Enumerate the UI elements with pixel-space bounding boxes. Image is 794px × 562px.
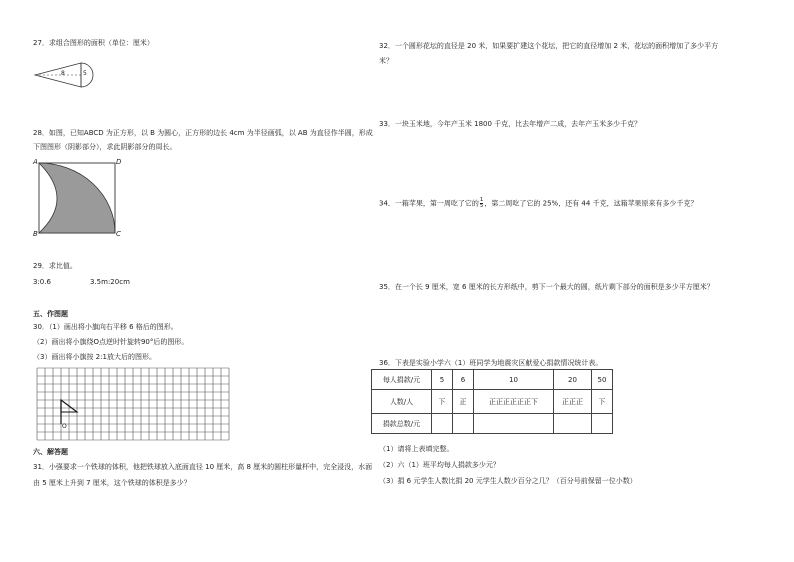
q29-ratio-a: 3:0.6 bbox=[33, 278, 51, 286]
question-35: 35．在一个长 9 厘米，宽 6 厘米的长方形纸中，剪下一个最大的圆，纸片剩下部分的面积是多少平方厘米？ bbox=[379, 283, 714, 291]
question-36: 36．下表是实验小学六（1）班同学为地震灾区献爱心捐款情况统计表。 bbox=[379, 359, 603, 367]
question-30: 30．（1）画出将小旗向右平移 6 格后的图形。 bbox=[33, 323, 178, 331]
table-row bbox=[372, 414, 613, 434]
table-cell: 20 bbox=[554, 370, 592, 390]
q27-length-label: 8 bbox=[61, 70, 65, 77]
section-6-heading: 六、解答题 bbox=[33, 448, 68, 456]
question-29: 29．求比值。 bbox=[33, 262, 77, 270]
table-cell: 6 bbox=[453, 370, 474, 390]
table-cell: 5 bbox=[432, 370, 453, 390]
figure-q27-cone bbox=[33, 59, 103, 93]
table-cell: 10 bbox=[474, 370, 554, 390]
question-33: 33．一块玉米地，今年产玉米 1800 千克，比去年增产二成，去年产玉米多少千克？ bbox=[379, 120, 642, 128]
table-cell: 下 bbox=[592, 390, 613, 414]
grid-point-O: O bbox=[62, 423, 67, 430]
question-30-3: （3）画出将小旗按 2:1放大后的图形。 bbox=[33, 353, 156, 361]
table-cell: 50 bbox=[592, 370, 613, 390]
figure-q28-square bbox=[35, 159, 125, 235]
label-A: A bbox=[33, 158, 38, 166]
label-B: B bbox=[33, 230, 38, 238]
question-30-2: （2）画出将小旗绕O点逆时针旋转90°后的图形。 bbox=[33, 338, 189, 346]
section-5-heading: 五、作图题 bbox=[33, 310, 68, 318]
q27-radius-label: 5 bbox=[83, 70, 87, 77]
table-cell: 正正正 bbox=[554, 390, 592, 414]
question-28-line2: 下图图形（阴影部分），求此阴影部分的周长。 bbox=[33, 143, 177, 151]
table-row bbox=[372, 390, 613, 414]
table-cell: 捐款总数/元 bbox=[372, 414, 432, 434]
q34-fraction bbox=[480, 198, 484, 209]
label-C: C bbox=[116, 230, 121, 238]
table-cell: 人数/人 bbox=[372, 390, 432, 414]
table-row bbox=[372, 370, 613, 390]
fraction-denominator: 5 bbox=[479, 203, 484, 209]
table-cell bbox=[453, 414, 474, 434]
table-cell bbox=[432, 414, 453, 434]
question-31-line1: 31．小强要求一个铁球的体积，他把铁球放入底面直径 10 厘米，高 8 厘米的圆柱形量杯中，完全浸没，水面 bbox=[33, 463, 373, 471]
question-36-1: （1）请将上表填完整。 bbox=[379, 445, 454, 453]
question-34 bbox=[379, 198, 698, 210]
table-cell bbox=[592, 414, 613, 434]
table-cell bbox=[474, 414, 554, 434]
question-36-3: （3）捐 6 元学生人数比捐 20 元学生人数少百分之几？（百分号前保留一位小数） bbox=[379, 477, 637, 485]
question-36-2: （2）六（1）班平均每人捐款多少元？ bbox=[379, 461, 500, 469]
q29-ratio-b: 3.5m:20cm bbox=[90, 278, 130, 286]
question-28-line1: 28．如图，已知ABCD 为正方形，以 B 为圆心，正方形的边长 4cm 为半径画弧，以 AB 为直径作半圆，形成 bbox=[33, 129, 373, 137]
table-cell bbox=[554, 414, 592, 434]
table-cell: 正 bbox=[453, 390, 474, 414]
table-cell: 下 bbox=[432, 390, 453, 414]
fraction-numerator: 1 bbox=[479, 197, 484, 203]
label-D: D bbox=[116, 158, 122, 166]
table-cell: 每人捐款/元 bbox=[372, 370, 432, 390]
question-32-line1: 32．一个圆形花坛的直径是 20 米，如果要扩建这个花坛，把它的直径增加 2 米，花坛的面积增加了多少平方 bbox=[379, 42, 719, 50]
q34-text-pre: 34．一箱苹果，第一周吃了它的 bbox=[379, 199, 479, 208]
question-32-line2: 米？ bbox=[379, 57, 393, 65]
table-cell: 正正正正正正下 bbox=[474, 390, 554, 414]
question-27: 27．求组合图形的面积（单位：厘米） bbox=[33, 39, 154, 47]
question-31-line2: 由 5 厘米上升到 7 厘米，这个铁球的体积是多少？ bbox=[33, 479, 191, 487]
q34-text-post: ，第二周吃了它的 25%，还有 44 千克，这箱苹果原来有多少千克？ bbox=[484, 199, 698, 208]
donation-table bbox=[371, 369, 613, 434]
